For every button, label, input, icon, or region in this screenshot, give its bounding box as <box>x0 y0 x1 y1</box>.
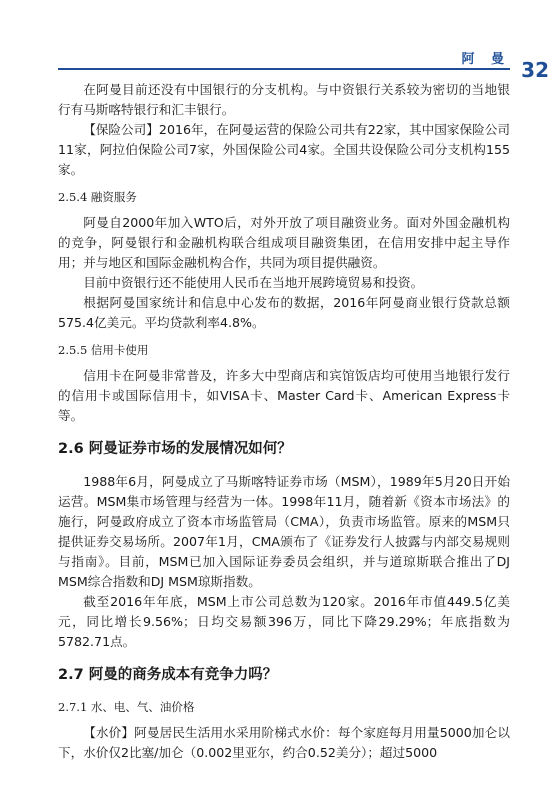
paragraph-msm-history: 1988年6月，阿曼成立了马斯喀特证券市场（MSM），1989年5月20日开始运营。MSM集市场管理与经营为一体。1998年11月，随着新《资本市场法》的施行，阿曼政府成立了资本市场监管局（CMA），负责市场监管。原来的MSM只提供证券交易场所。2007年1月，CMA颁布了《证券发行人披露与内部交易规则与指南》。目前，MSM已加入国际证券委员会组织，并与道琼斯联合推出了DJ MSM综合指数和DJ MSM琼斯指数。 <box>58 474 510 589</box>
subheading-financing: 2.5.4 融资服务 <box>58 190 137 204</box>
paragraph-financing: 阿曼自2000年加入WTO后，对外开放了项目融资业务。面对外国金融机构的竞争，阿曼银行和金融机构联合组成项目融资集团，在信用安排中起主导作用；并与地区和国际金融机构合作，共同为项目提供融资。 <box>58 215 510 270</box>
paragraph-water-price: 【水价】阿曼居民生活用水采用阶梯式水价：每个家庭每月用量5000加仑以下，水价仅2比塞/加仑（0.002里亚尔，约合0.52美分）；超过5000 <box>58 725 510 760</box>
header-rule <box>58 68 510 70</box>
paragraph-loans: 根据阿曼国家统计和信息中心发布的数据，2016年阿曼商业银行贷款总额575.4亿美元。平均贷款利率4.8%。 <box>58 295 510 330</box>
paragraph-msm-stats: 截至2016年年底，MSM上市公司总数为120家。2016年市值449.5亿美元，同比增长9.56%；日均交易额396万，同比下降29.29%；年底指数为5782.71点。 <box>58 594 510 649</box>
subheading-credit-card: 2.5.5 信用卡使用 <box>58 343 149 357</box>
paragraph-credit-card: 信用卡在阿曼非常普及，许多大中型商店和宾馆饭店均可使用当地银行发行的信用卡或国际信用卡，如VISA卡、Master Card卡、American Express卡等。 <box>58 368 510 423</box>
paragraph-insurance: 【保险公司】2016年，在阿曼运营的保险公司共有22家，其中国家保险公司11家，阿拉伯保险公司7家，外国保险公司4家。全国共设保险公司分支机构155家。 <box>58 122 510 177</box>
running-header-title: 阿 曼 <box>461 52 510 67</box>
subheading-utility-prices: 2.7.1 水、电、气、油价格 <box>58 700 195 714</box>
section-heading-securities: 2.6 阿曼证券市场的发展情况如何？ <box>58 441 292 457</box>
paragraph-rmb: 目前中资银行还不能使用人民币在当地开展跨境贸易和投资。 <box>83 275 424 290</box>
paragraph-bank-branches: 在阿曼目前还没有中国银行的分支机构。与中资银行关系较为密切的当地银行有马斯喀特银行和汇丰银行。 <box>58 82 510 117</box>
page-body <box>58 80 510 763</box>
section-heading-business-cost: 2.7 阿曼的商务成本有竞争力吗？ <box>58 667 278 683</box>
page-number: 32 <box>521 58 549 82</box>
